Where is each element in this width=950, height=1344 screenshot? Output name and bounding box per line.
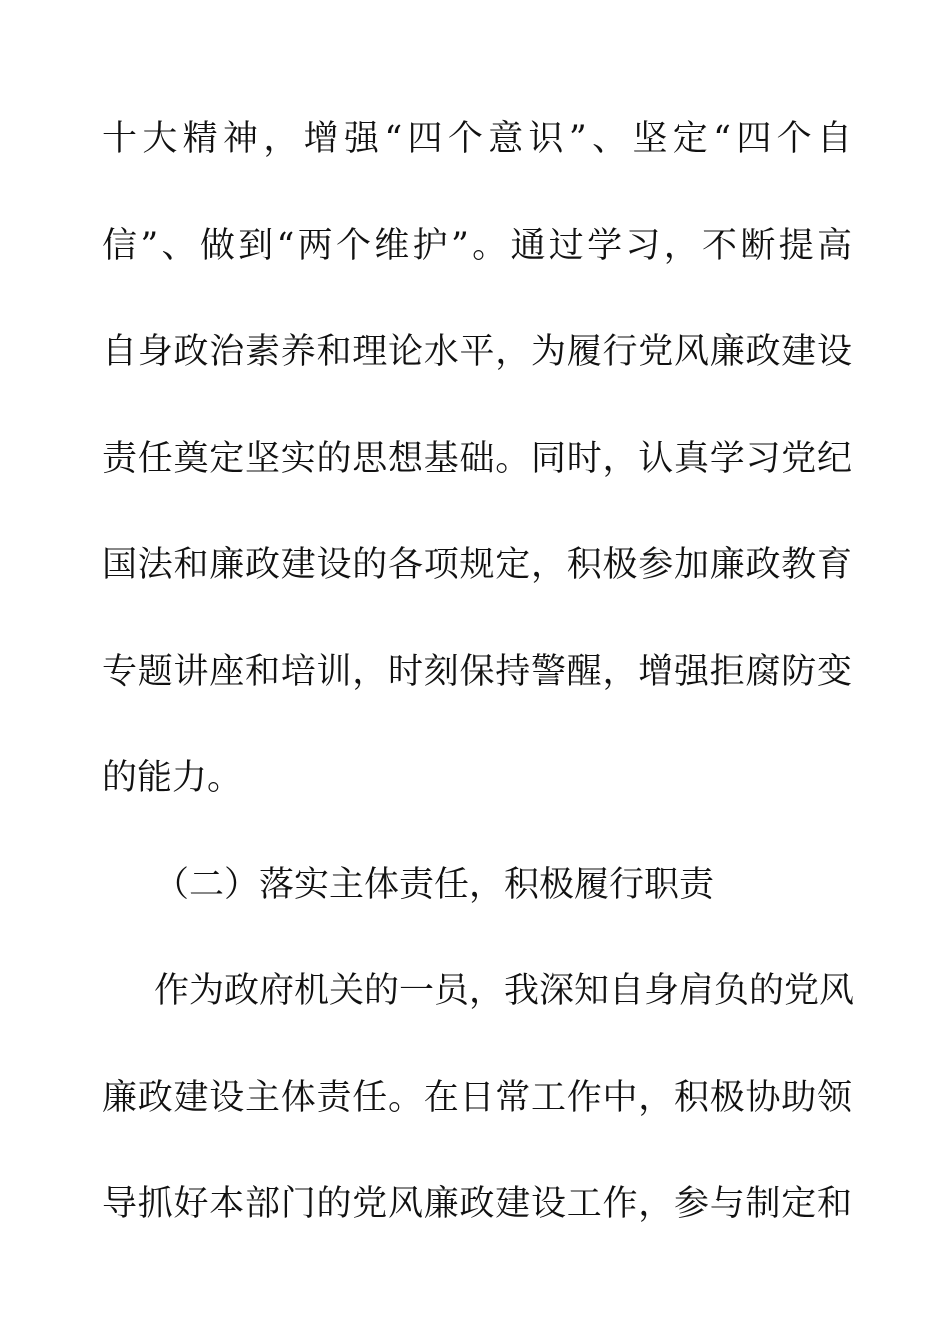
text-line: 国法和廉政建设的各项规定，积极参加廉政教育 bbox=[102, 545, 852, 585]
text-line: 十大精神，增强“四个意识”、坚定“四个自 bbox=[102, 119, 852, 159]
text-line: 信”、做到“两个维护”。通过学习，不断提高 bbox=[102, 225, 852, 266]
text-line: 责任奠定坚实的思想基础。同时，认真学习党纪 bbox=[102, 438, 852, 479]
text-line: 导抓好本部门的党风廉政建设工作，参与制定和 bbox=[102, 1184, 852, 1224]
text-line: 作为政府机关的一员，我深知自身肩负的党风 bbox=[154, 971, 855, 1011]
text-line: 自身政治素养和理论水平，为履行党风廉政建设 bbox=[102, 332, 852, 372]
text-line: 专题讲座和培训，时刻保持警醒，增强拒腐防变 bbox=[102, 651, 852, 692]
document-body bbox=[102, 119, 855, 1294]
text-line: 廉政建设主体责任。在日常工作中，积极协助领 bbox=[102, 1077, 852, 1118]
text-line: 的能力。 bbox=[102, 758, 243, 798]
section-heading: （二）落实主体责任，积极履行职责 bbox=[154, 864, 715, 905]
